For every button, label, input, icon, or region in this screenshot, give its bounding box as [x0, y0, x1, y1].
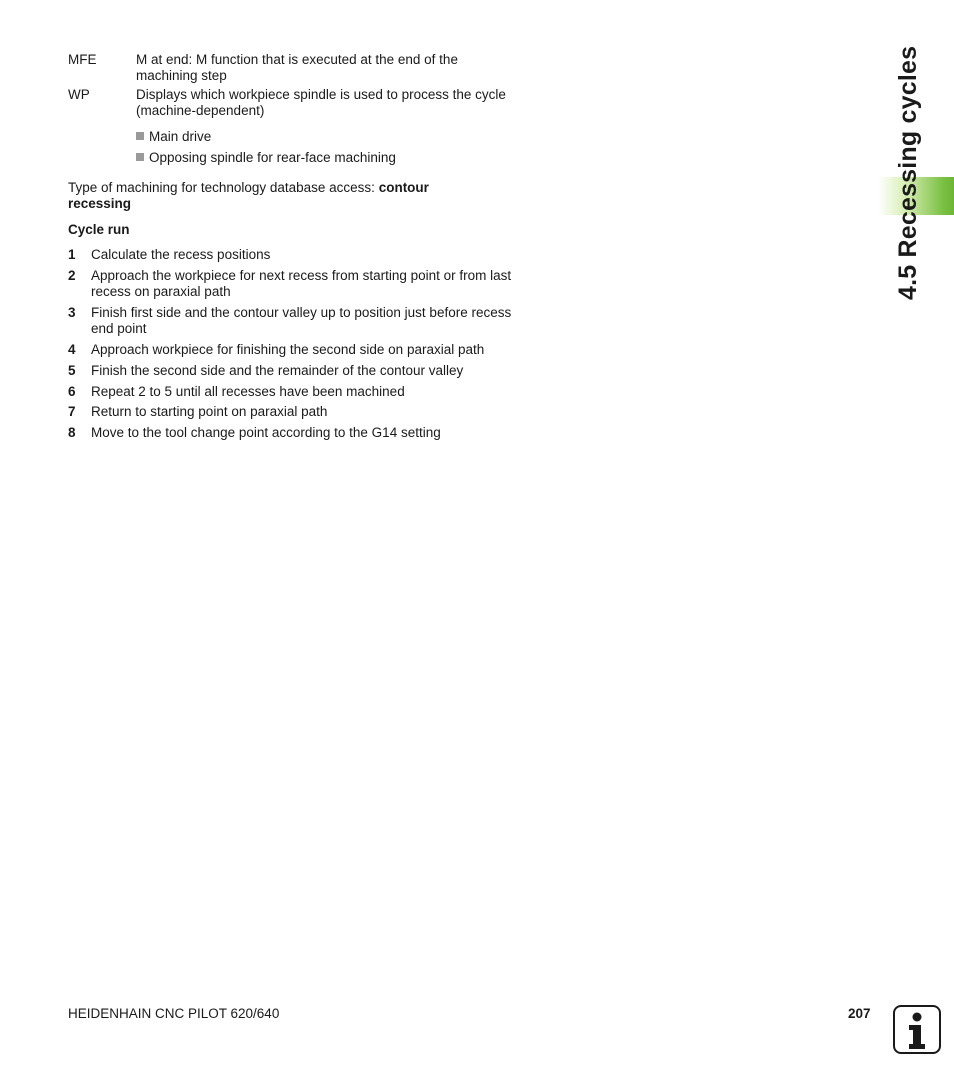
step-text: Move to the tool change point according to the G14 setting — [91, 425, 441, 440]
step-text: Approach the workpiece for next recess from starting point or from last recess on paraxial path — [91, 268, 512, 299]
section-heading: Cycle run — [68, 222, 130, 237]
step-number: 6 — [68, 384, 76, 399]
step-number: 1 — [68, 247, 76, 262]
machining-type — [68, 180, 468, 212]
param-key: MFE — [68, 52, 97, 67]
footer-product: HEIDENHAIN CNC PILOT 620/640 — [68, 1006, 280, 1021]
param-desc: Displays which workpiece spindle is used to process the cycle (machine-dependent) — [136, 87, 506, 118]
bullet-square-icon — [136, 132, 144, 140]
param-key: WP — [68, 87, 90, 102]
option-item — [136, 129, 211, 145]
step-text: Finish the second side and the remainder of the contour valley — [91, 363, 464, 378]
page-number: 207 — [848, 1006, 871, 1021]
step-text: Return to starting point on paraxial path — [91, 404, 328, 419]
step-text: Repeat 2 to 5 until all recesses have been machined — [91, 384, 405, 399]
step-number: 8 — [68, 425, 76, 440]
option-label: Opposing spindle for rear-face machining — [149, 150, 396, 165]
step-text: Calculate the recess positions — [91, 247, 271, 262]
param-wp — [68, 87, 518, 121]
option-label: Main drive — [149, 129, 212, 144]
step-number: 7 — [68, 404, 76, 419]
chapter-title: 4.5 Recessing cycles — [894, 45, 922, 300]
step-number: 3 — [68, 305, 76, 320]
option-item — [136, 150, 396, 166]
machining-type-value: contour recessing — [68, 180, 429, 211]
param-desc: M at end: M function that is executed at the end of the machining step — [136, 52, 458, 83]
bullet-square-icon — [136, 153, 144, 161]
step-text: Approach workpiece for finishing the second side on paraxial path — [91, 342, 485, 357]
step-number: 4 — [68, 342, 76, 357]
step-number: 2 — [68, 268, 76, 283]
info-icon — [893, 1005, 941, 1054]
step-text: Finish first side and the contour valley up to position just before recess end point — [91, 305, 512, 336]
param-mfe — [68, 52, 518, 86]
step-number: 5 — [68, 363, 76, 378]
machining-type-label: Type of machining for technology database access: — [68, 180, 379, 195]
